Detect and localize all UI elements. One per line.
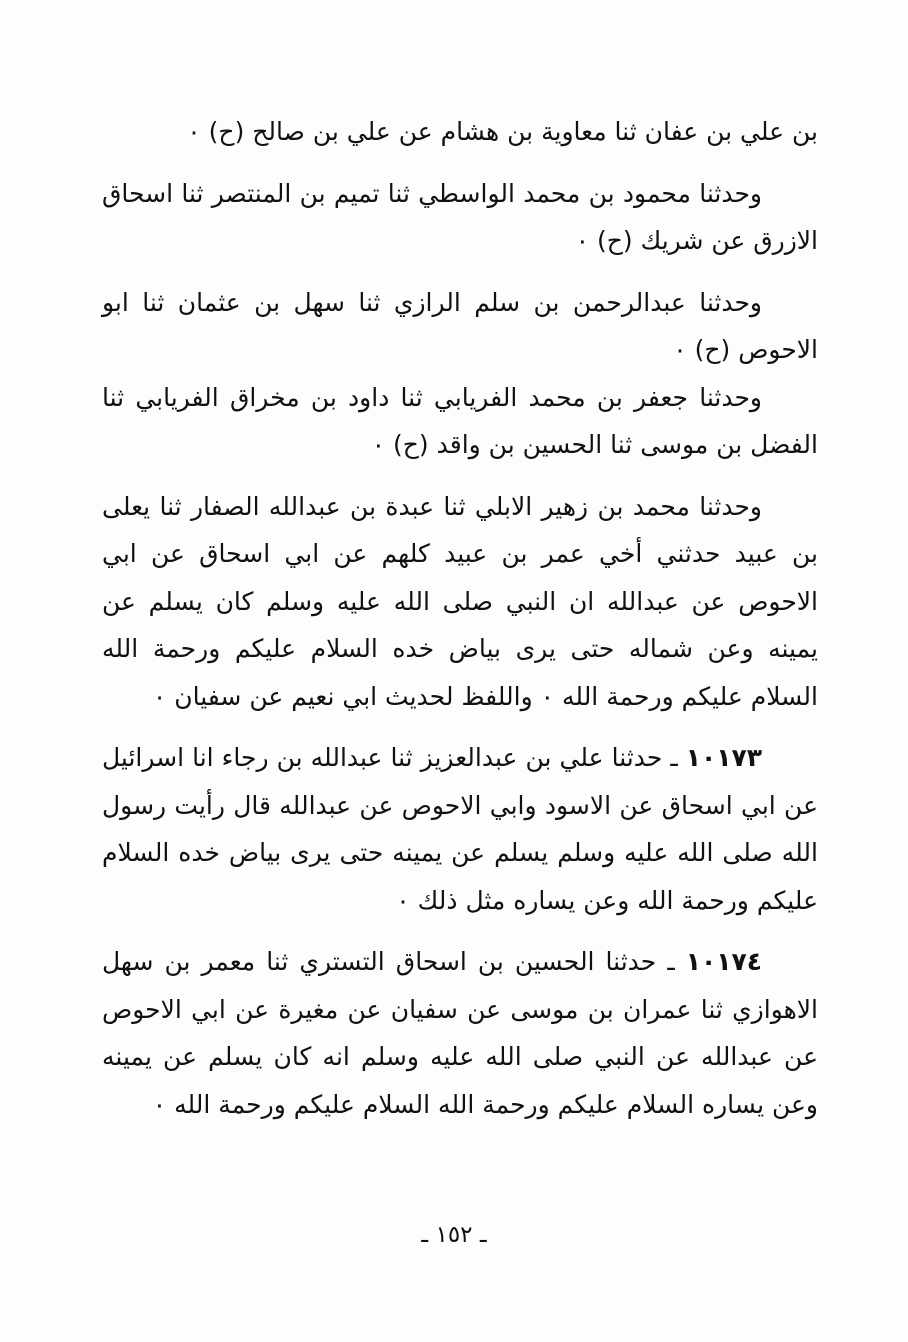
hadith-10174: ١٠١٧٤ ـ حدثنا الحسين بن اسحاق التستري ثنا معمر بن سهل الاهوازي ثنا عمران بن موسى عن سفيان عن مغيرة عن ابي الاحوص عن عبدالله عن النبي صلى الله عليه وسلم انه كان يسلم عن يمينه وعن يساره السلام عليكم ورحمة الله السلام عليكم ورحمة الله ٠ <box>102 947 818 1119</box>
hadith-10173: ١٠١٧٣ ـ حدثنا علي بن عبدالعزيز ثنا عبدالله بن رجاء انا اسرائيل عن ابي اسحاق عن الاسود وابي الاحوص عن عبدالله قال رأيت رسول الله صلى الله عليه وسلم يسلم عن يمينه حتى يرى بياض خده السلام عليكم ورحمة الله وعن يساره مثل ذلك ٠ <box>102 743 818 915</box>
paragraph-4: وحدثنا جعفر بن محمد الفريابي ثنا داود بن مخراق الفريابي ثنا الفضل بن موسى ثنا الحسين بن واقد (ح) ٠ <box>102 382 818 459</box>
page-body-text <box>102 108 818 1128</box>
hadith-number: ١٠١٧٣ <box>685 743 762 772</box>
hadith-text: حدثنا الحسين بن اسحاق التستري ثنا معمر بن سهل الاهوازي ثنا عمران بن موسى عن سفيان عن مغيرة عن ابي الاحوص عن عبدالله عن النبي صلى الله عليه وسلم انه كان يسلم عن يمينه وعن يساره السلام عليكم ورحمة الله السلام عليكم ورحمة الله ٠ <box>102 947 818 1119</box>
page-number: ـ ١٥٢ ـ <box>421 1222 487 1248</box>
hadith-number: ١٠١٧٤ <box>685 947 762 976</box>
paragraph-1: بن علي بن عفان ثنا معاوية بن هشام عن علي بن صالح (ح) ٠ <box>187 117 818 146</box>
hadith-text: حدثنا علي بن عبدالعزيز ثنا عبدالله بن رجاء انا اسرائيل عن ابي اسحاق عن الاسود وابي الاحوص عن عبدالله قال رأيت رسول الله صلى الله عليه وسلم يسلم عن يمينه حتى يرى بياض خده السلام عليكم ورحمة الله وعن يساره مثل ذلك ٠ <box>102 743 818 915</box>
paragraph-3: وحدثنا عبدالرحمن بن سلم الرازي ثنا سهل بن عثمان ثنا ابو الاحوص (ح) ٠ <box>102 287 818 364</box>
paragraph-5: وحدثنا محمد بن زهير الابلي ثنا عبدة بن عبدالله الصفار ثنا يعلى بن عبيد حدثني أخي عمر بن عبيد كلهم عن ابي اسحاق عن ابي الاحوص عن عبدالله ان النبي صلى الله عليه وسلم كان يسلم عن يمينه وعن شماله حتى يرى بياض خده السلام عليكم ورحمة الله السلام عليكم ورحمة الله ٠ واللفظ لحديث ابي نعيم عن سفيان ٠ <box>102 491 818 711</box>
paragraph-2: وحدثنا محمود بن محمد الواسطي ثنا تميم بن المنتصر ثنا اسحاق الازرق عن شريك (ح) ٠ <box>102 178 818 255</box>
